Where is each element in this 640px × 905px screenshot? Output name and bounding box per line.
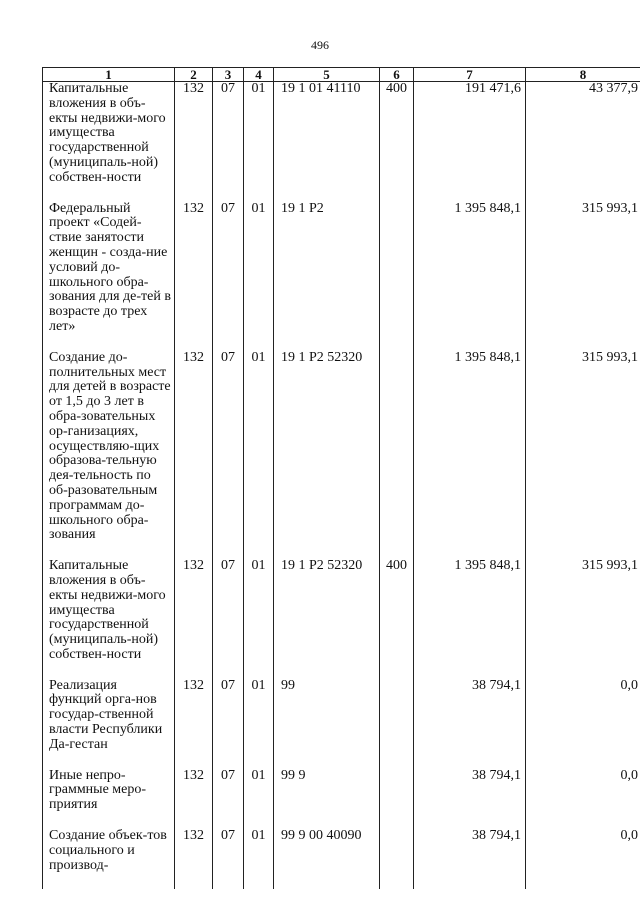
row-amount-7: 38 794,1 bbox=[414, 829, 526, 889]
row-section-code: 07 bbox=[213, 829, 244, 889]
row-target-code: 99 bbox=[274, 679, 380, 769]
row-name: Создание до-полнительных мест для детей в возрасте от 1,5 до 3 лет в обра-зовательных ор-ганизациях, осуществляю-щих образова-тельную дея-тельность по об-разовательным программам до-школьного обра-зования bbox=[43, 351, 175, 559]
row-subsection-code: 01 bbox=[244, 202, 274, 351]
header-row bbox=[43, 68, 640, 82]
row-section-code: 07 bbox=[213, 679, 244, 769]
row-name: Создание объек-тов социального и производ- bbox=[43, 829, 175, 889]
row-target-code: 19 1 P2 52320 bbox=[274, 351, 380, 559]
row-target-code: 19 1 01 41110 bbox=[274, 82, 380, 202]
header-col-6: 6 bbox=[380, 68, 414, 82]
row-amount-7: 1 395 848,1 bbox=[414, 351, 526, 559]
row-name: Капитальные вложения в объ-екты недвижи-мого имущества государственной (муниципаль-ной) собствен-ности bbox=[43, 82, 175, 202]
row-subsection-code: 01 bbox=[244, 769, 274, 829]
row-amount-8: 0,0 bbox=[526, 679, 640, 769]
row-expense-type: 400 bbox=[380, 559, 414, 679]
row-amount-7: 1 395 848,1 bbox=[414, 559, 526, 679]
row-ministry-code: 132 bbox=[175, 679, 213, 769]
row-amount-7: 38 794,1 bbox=[414, 769, 526, 829]
row-section-code: 07 bbox=[213, 769, 244, 829]
row-name: Реализация функций орга-нов государ-ственной власти Республики Да-гестан bbox=[43, 679, 175, 769]
row-amount-8: 0,0 bbox=[526, 829, 640, 889]
table-row bbox=[43, 679, 640, 769]
row-ministry-code: 132 bbox=[175, 82, 213, 202]
budget-table bbox=[42, 67, 640, 889]
row-expense-type bbox=[380, 829, 414, 889]
row-ministry-code: 132 bbox=[175, 559, 213, 679]
row-subsection-code: 01 bbox=[244, 82, 274, 202]
row-subsection-code: 01 bbox=[244, 829, 274, 889]
header-col-7: 7 bbox=[414, 68, 526, 82]
header-col-5: 5 bbox=[274, 68, 380, 82]
header-col-8: 8 bbox=[526, 68, 640, 82]
row-section-code: 07 bbox=[213, 351, 244, 559]
row-subsection-code: 01 bbox=[244, 679, 274, 769]
row-ministry-code: 132 bbox=[175, 202, 213, 351]
row-name: Федеральный проект «Содей-ствие занятости женщин - созда-ние условий до-школьного обра-зования для де-тей в возрасте до трех лет» bbox=[43, 202, 175, 351]
header-col-3: 3 bbox=[213, 68, 244, 82]
table-row bbox=[43, 351, 640, 559]
row-section-code: 07 bbox=[213, 82, 244, 202]
row-expense-type bbox=[380, 769, 414, 829]
row-subsection-code: 01 bbox=[244, 559, 274, 679]
page-number: 496 bbox=[311, 38, 329, 52]
row-ministry-code: 132 bbox=[175, 829, 213, 889]
row-name: Капитальные вложения в объ-екты недвижи-мого имущества государственной (муниципаль-ной) собствен-ности bbox=[43, 559, 175, 679]
row-section-code: 07 bbox=[213, 559, 244, 679]
header-col-1: 1 bbox=[43, 68, 175, 82]
table-row bbox=[43, 829, 640, 889]
row-amount-8: 315 993,1 bbox=[526, 559, 640, 679]
table-row bbox=[43, 769, 640, 829]
row-name: Иные непро-граммные меро-приятия bbox=[43, 769, 175, 829]
row-expense-type: 400 bbox=[380, 82, 414, 202]
row-target-code: 99 9 bbox=[274, 769, 380, 829]
row-subsection-code: 01 bbox=[244, 351, 274, 559]
row-amount-8: 315 993,1 bbox=[526, 202, 640, 351]
header-col-4: 4 bbox=[244, 68, 274, 82]
table-row bbox=[43, 82, 640, 202]
row-amount-8: 0,0 bbox=[526, 769, 640, 829]
table-row bbox=[43, 559, 640, 679]
row-amount-7: 191 471,6 bbox=[414, 82, 526, 202]
row-target-code: 19 1 P2 52320 bbox=[274, 559, 380, 679]
row-amount-7: 38 794,1 bbox=[414, 679, 526, 769]
row-target-code: 19 1 P2 bbox=[274, 202, 380, 351]
row-expense-type bbox=[380, 202, 414, 351]
row-section-code: 07 bbox=[213, 202, 244, 351]
row-expense-type bbox=[380, 679, 414, 769]
row-amount-7: 1 395 848,1 bbox=[414, 202, 526, 351]
row-ministry-code: 132 bbox=[175, 351, 213, 559]
table-row bbox=[43, 202, 640, 351]
row-expense-type bbox=[380, 351, 414, 559]
header-col-2: 2 bbox=[175, 68, 213, 82]
row-ministry-code: 132 bbox=[175, 769, 213, 829]
row-target-code: 99 9 00 40090 bbox=[274, 829, 380, 889]
row-amount-8: 43 377,9 bbox=[526, 82, 640, 202]
row-amount-8: 315 993,1 bbox=[526, 351, 640, 559]
